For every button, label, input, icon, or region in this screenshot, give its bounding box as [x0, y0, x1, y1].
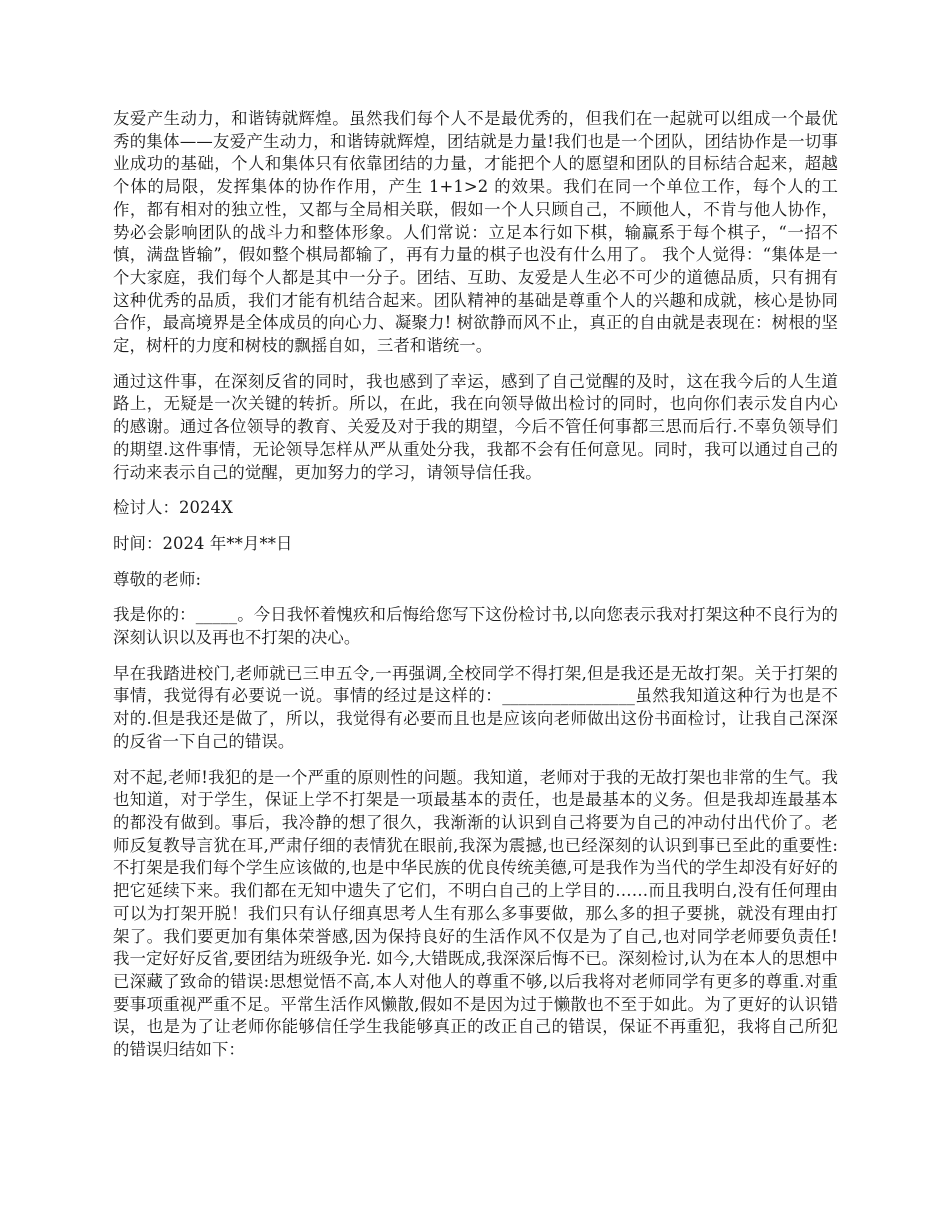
paragraph-teamwork: 友爱产生动力，和谐铸就辉煌。虽然我们每个人不是最优秀的，但我们在一起就可以组成一个最优秀的集体——友爱产生动力，和谐铸就辉煌，团结就是力量!我们也是一个团队，团结协作是一切事业成功的基础，个人和集体只有依靠团结的力量，才能把个人的愿望和团队的目标结合起来，超越个体的局限，发挥集体的协作作用，产生 1+1>2 的效果。我们在同一个单位工作，每个人的工作，都有相对的独立性，又都与全局相关联，假如一个人只顾自己，不顾他人，不肯与他人协作，势必会影响团队的战斗力和整体形象。人们常说：立足本行如下棋，输赢系于每个棋子，“一招不慎，满盘皆输”，假如整个棋局都输了，再有力量的棋子也没有什么用了。 我个人觉得：“集体是一个大家庭，我们每个人都是其中一分子。团结、互助、友爱是人生必不可少的道德品质，只有拥有这种优秀的品质，我们才能有机结合起来。团队精神的基础是尊重个人的兴趣和成就，核心是协同合作，最高境界是全体成员的向心力、凝聚力! 树欲静而风不止，真正的自由就是表现在：树根的坚定，树杆的力度和树枝的飘摇自如，三者和谐统一。 [113, 109, 838, 356]
salutation: 尊敬的老师: [113, 569, 202, 589]
paragraph-reflection: 通过这件事，在深刻反省的同时，我也感到了幸运，感到了自己觉醒的及时，这在我今后的人生道路上，无疑是一次关键的转折。所以，在此，我在向领导做出检讨的同时，也向你们表示发自内心的感谢。通过各位领导的教育、关爱及对于我的期望，今后不管任何事都三思而后行.不辜负领导们的期望.这件事情，无论领导怎样从严从重处分我，我都不会有任何意见。同时，我可以通过自己的行动来表示自己的觉醒，更加努力的学习，请领导信任我。 [113, 371, 838, 482]
paragraph-apology: 对不起,老师!我犯的是一个严重的原则性的问题。我知道，老师对于我的无故打架也非常的生气。我也知道，对于学生，保证上学不打架是一项最基本的责任，也是最基本的义务。但是我却连最基本的都没有做到。事后，我冷静的想了很久，我渐渐的认识到自己将要为自己的冲动付出代价了。老师反复教导言犹在耳,严肃仔细的表情犹在眼前,我深为震撼,也已经深刻的认识到事已至此的重要性: 不打架是我们每个学生应该做的,也是中华民族的优良传统美德,可是我作为当代的学生却没有好好的把它延续下来。我们都在无知中遗失了它们，不明白自己的上学目的……而且我明白,没有任何理由可以为打架开脱！我们只有认仔细真思考人生有那么多事要做，那么多的担子要挑，就没有理由打架了。我们要更加有集体荣誉感,因为保持良好的生活作风不仅是为了自己,也对同学老师要负责任!我一定好好反省,要团结为班级争光. 如今,大错既成,我深深后悔不已。深刻检讨,认为在本人的思想中已深藏了致命的错误:思想觉悟不高,本人对他人的尊重不够,以后我将对老师同学有更多的尊重.对重要事项重视严重不足。平常生活作风懒散,假如不是因为过于懒散也不至于如此。为了更好的认识错误，也是为了让老师你能够信任学生我能够真正的改正自己的错误，保证不再重犯，我将自己所犯的错误归结如下： [113, 767, 844, 1060]
date-line: 时间：2024 年**月**日 [113, 533, 293, 553]
document-body [113, 108, 844, 1075]
paragraph-intro: 我是你的：_____。今日我怀着愧疚和后悔给您写下这份检讨书,以向您表示我对打架这种不良行为的深刻认识以及再也不打架的决心。 [113, 605, 838, 648]
signature-line: 检讨人：2024X [113, 498, 233, 518]
paragraph-incident: 早在我踏进校门,老师就已三申五令,一再强调,全校同学不得打架,但是我还是无故打架。关于打架的事情，我觉得有必要说一说。事情的经过是这样的：________________虽然我知道这种行为也是不对的.但是我还是做了，所以，我觉得有必要而且也是应该向老师做出这份书面检讨，让我自己深深的反省一下自己的错误。 [113, 663, 838, 751]
